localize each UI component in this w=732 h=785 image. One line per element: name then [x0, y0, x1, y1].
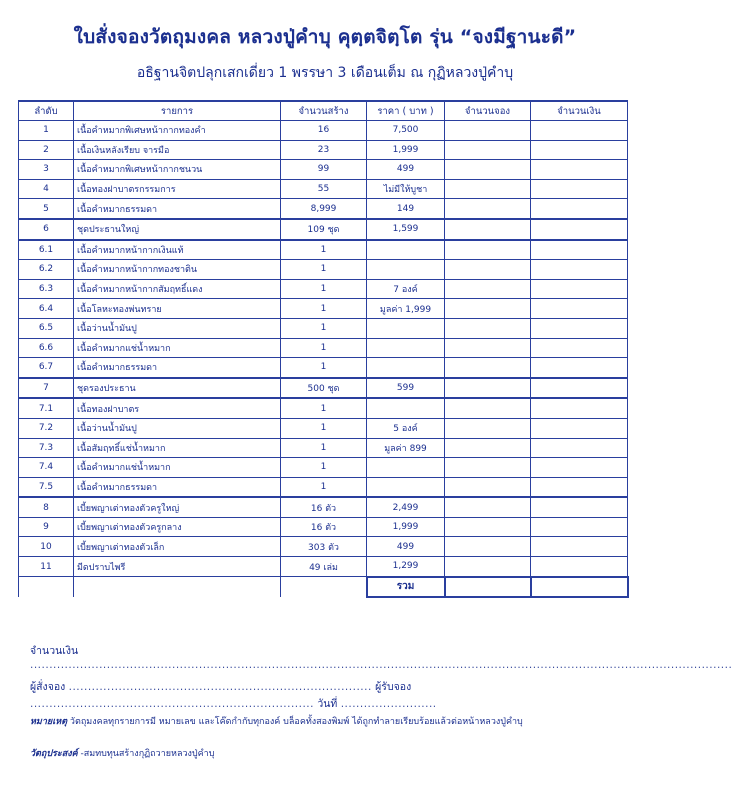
row-number: 6.1	[19, 240, 74, 260]
row-reserved-cell[interactable]	[445, 458, 531, 478]
row-number: 5	[19, 199, 74, 219]
row-reserved-cell[interactable]	[445, 179, 531, 199]
row-amount-cell[interactable]	[531, 358, 628, 378]
total-blank-item	[74, 577, 281, 598]
row-number: 3	[19, 160, 74, 180]
row-quantity: 1	[281, 318, 367, 338]
row-price	[367, 318, 445, 338]
table-row	[19, 557, 628, 577]
receiver-label: ผู้รับจอง	[375, 681, 412, 693]
table-row	[19, 338, 628, 358]
row-reserved-cell[interactable]	[445, 477, 531, 497]
row-quantity: 23	[281, 140, 367, 160]
amount-field[interactable]: .......................................................................................................................................................................................	[30, 659, 732, 671]
row-reserved-cell[interactable]	[445, 318, 531, 338]
remark-label: หมายเหตุ	[30, 717, 68, 727]
row-item: ชุดรองประธาน	[74, 378, 281, 399]
row-reserved-cell[interactable]	[445, 260, 531, 280]
row-price	[367, 338, 445, 358]
row-amount-cell[interactable]	[531, 398, 628, 418]
table-row	[19, 537, 628, 557]
row-item: มีดปราบไพรี	[74, 557, 281, 577]
row-item: เนื้อว่านน้ำมันปู	[74, 418, 281, 438]
row-item: เนื้อทองฝาบาตรกรรมการ	[74, 179, 281, 199]
row-quantity: 1	[281, 458, 367, 478]
row-quantity: 1	[281, 358, 367, 378]
table-row	[19, 517, 628, 537]
row-number: 7	[19, 378, 74, 399]
booker-field[interactable]: ...............................................................................	[68, 681, 372, 693]
row-price: 7 องค์	[367, 279, 445, 299]
col-header-item: รายการ	[74, 101, 281, 121]
row-number: 7.5	[19, 477, 74, 497]
row-price	[367, 398, 445, 418]
form-title: ใบสั่งจองวัตถุมงคล หลวงปู่คำบุ คุตฺตจิตฺโต รุ่น “จงมีฐานะดี”	[73, 26, 577, 48]
row-item: เนื้อคำหมากพิเศษหน้ากากชนวน	[74, 160, 281, 180]
table-row	[19, 219, 628, 240]
amount-line	[30, 642, 732, 671]
col-header-no: ลำดับ	[19, 101, 74, 121]
row-quantity: 1	[281, 477, 367, 497]
row-item: เนื้อคำหมากหน้ากากสัมฤทธิ์แดง	[74, 279, 281, 299]
row-number: 6.6	[19, 338, 74, 358]
row-number: 6.2	[19, 260, 74, 280]
row-quantity: 1	[281, 418, 367, 438]
row-quantity: 1	[281, 438, 367, 458]
row-reserved-cell[interactable]	[445, 121, 531, 141]
row-quantity: 1	[281, 240, 367, 260]
row-reserved-cell[interactable]	[445, 398, 531, 418]
purpose	[30, 746, 214, 760]
row-price: 5 องค์	[367, 418, 445, 438]
row-amount-cell[interactable]	[531, 517, 628, 537]
purpose-label: วัตถุประสงค์	[30, 749, 78, 759]
row-price	[367, 477, 445, 497]
row-price: 1,299	[367, 557, 445, 577]
row-number: 7.1	[19, 398, 74, 418]
total-blank-no	[19, 577, 74, 598]
table-row	[19, 458, 628, 478]
row-quantity: 49 เล่ม	[281, 557, 367, 577]
total-label: รวม	[367, 577, 445, 598]
row-number: 6	[19, 219, 74, 240]
table-row	[19, 438, 628, 458]
row-amount-cell[interactable]	[531, 240, 628, 260]
row-item: เบี้ยพญาเต่าทองตัวครูกลาง	[74, 517, 281, 537]
row-quantity: 16 ตัว	[281, 497, 367, 517]
row-price: มูลค่า 899	[367, 438, 445, 458]
amount-label: จำนวนเงิน	[30, 645, 79, 657]
row-number: 1	[19, 121, 74, 141]
table-row	[19, 398, 628, 418]
row-number: 2	[19, 140, 74, 160]
row-number: 6.4	[19, 299, 74, 319]
row-quantity: 1	[281, 260, 367, 280]
row-amount-cell[interactable]	[531, 279, 628, 299]
row-quantity: 500 ชุด	[281, 378, 367, 399]
row-amount-cell[interactable]	[531, 179, 628, 199]
row-reserved-cell[interactable]	[445, 418, 531, 438]
row-number: 6.7	[19, 358, 74, 378]
row-amount-cell[interactable]	[531, 199, 628, 219]
date-label: วันที่	[317, 698, 338, 710]
row-amount-cell[interactable]	[531, 299, 628, 319]
row-reserved-cell[interactable]	[445, 219, 531, 240]
row-reserved-cell[interactable]	[445, 140, 531, 160]
col-header-amount: จำนวนเงิน	[531, 101, 628, 121]
row-price	[367, 240, 445, 260]
row-number: 10	[19, 537, 74, 557]
row-price: 499	[367, 160, 445, 180]
table-row	[19, 179, 628, 199]
row-number: 7.4	[19, 458, 74, 478]
row-quantity: 1	[281, 338, 367, 358]
row-item: เนื้อคำหมากธรรมดา	[74, 358, 281, 378]
row-quantity: 55	[281, 179, 367, 199]
row-item: ชุดประธานใหญ่	[74, 219, 281, 240]
remark-text: วัตถุมงคลทุกรายการมี หมายเลข และโค๊ดกำกับทุกองค์ บล็อคทั้งสองพิมพ์ ได้ถูกทำลายเรียบร้อยแล้วต่อหน้าหลวงปู่คำบุ	[69, 717, 523, 727]
row-price: ไม่มีให้บูชา	[367, 179, 445, 199]
row-reserved-cell[interactable]	[445, 438, 531, 458]
order-table	[18, 100, 629, 598]
col-header-reserved: จำนวนจอง	[445, 101, 531, 121]
row-item: เนื้อคำหมากธรรมดา	[74, 199, 281, 219]
row-quantity: 99	[281, 160, 367, 180]
row-item: เนื้อคำหมากแช่น้ำหมาก	[74, 338, 281, 358]
col-header-qty: จำนวนสร้าง	[281, 101, 367, 121]
total-reserved-cell[interactable]	[445, 577, 531, 598]
row-price	[367, 358, 445, 378]
row-quantity: 8,999	[281, 199, 367, 219]
col-header-price: ราคา ( บาท )	[367, 101, 445, 121]
row-reserved-cell[interactable]	[445, 497, 531, 517]
row-quantity: 1	[281, 398, 367, 418]
row-item: เนื้อคำหมากธรรมดา	[74, 477, 281, 497]
row-price: 499	[367, 537, 445, 557]
table-row	[19, 497, 628, 517]
purpose-text: -สมทบทุนสร้างกุฏิถวายหลวงปู่คำบุ	[80, 749, 215, 759]
row-reserved-cell[interactable]	[445, 279, 531, 299]
row-amount-cell[interactable]	[531, 121, 628, 141]
row-item: เนื้อเงินหลังเรียบ จารมือ	[74, 140, 281, 160]
total-blank-qty	[281, 577, 367, 598]
row-item: เนื้อคำหมากหน้ากากเงินแท้	[74, 240, 281, 260]
row-number: 7.3	[19, 438, 74, 458]
receiver-field[interactable]: ..........................................................................	[30, 698, 314, 710]
row-amount-cell[interactable]	[531, 497, 628, 517]
row-reserved-cell[interactable]	[445, 517, 531, 537]
row-quantity: 16 ตัว	[281, 517, 367, 537]
row-price	[367, 260, 445, 280]
row-item: เนื้อคำหมากพิเศษหน้ากากทองคำ	[74, 121, 281, 141]
table-row	[19, 358, 628, 378]
row-price	[367, 458, 445, 478]
row-amount-cell[interactable]	[531, 557, 628, 577]
row-price: 149	[367, 199, 445, 219]
row-item: เนื้อโลหะทองพ่นทราย	[74, 299, 281, 319]
row-number: 6.5	[19, 318, 74, 338]
row-reserved-cell[interactable]	[445, 338, 531, 358]
row-item: เนื้อคำหมากหน้ากากทองชาติน	[74, 260, 281, 280]
row-item: เนื้อสัมฤทธิ์แช่น้ำหมาก	[74, 438, 281, 458]
date-field[interactable]: .........................	[340, 698, 437, 710]
table-row	[19, 140, 628, 160]
row-price: 2,499	[367, 497, 445, 517]
row-item: เนื้อทองฝาบาตร	[74, 398, 281, 418]
row-price: 1,999	[367, 140, 445, 160]
row-number: 11	[19, 557, 74, 577]
table-row	[19, 477, 628, 497]
row-item: เบี้ยพญาเต่าทองตัวครูใหญ่	[74, 497, 281, 517]
signature-line	[30, 678, 650, 712]
row-amount-cell[interactable]	[531, 318, 628, 338]
row-reserved-cell[interactable]	[445, 299, 531, 319]
row-quantity: 1	[281, 279, 367, 299]
table-row	[19, 199, 628, 219]
row-number: 7.2	[19, 418, 74, 438]
booker-label: ผู้สั่งจอง	[30, 681, 66, 693]
row-amount-cell[interactable]	[531, 338, 628, 358]
row-quantity: 303 ตัว	[281, 537, 367, 557]
row-amount-cell[interactable]	[531, 140, 628, 160]
form-subtitle: อธิฐานจิตปลุกเสกเดี่ยว 1 พรรษา 3 เดือนเต็ม ณ กุฏิหลวงปู่คำบุ	[136, 65, 514, 81]
row-amount-cell[interactable]	[531, 219, 628, 240]
row-amount-cell[interactable]	[531, 160, 628, 180]
row-quantity: 16	[281, 121, 367, 141]
row-reserved-cell[interactable]	[445, 240, 531, 260]
table-header-row	[19, 101, 628, 121]
row-amount-cell[interactable]	[531, 438, 628, 458]
table-row	[19, 121, 628, 141]
row-price: 7,500	[367, 121, 445, 141]
row-quantity: 1	[281, 299, 367, 319]
row-amount-cell[interactable]	[531, 260, 628, 280]
row-reserved-cell[interactable]	[445, 358, 531, 378]
table-row	[19, 240, 628, 260]
row-reserved-cell[interactable]	[445, 199, 531, 219]
row-price: 599	[367, 378, 445, 399]
row-number: 6.3	[19, 279, 74, 299]
table-row	[19, 418, 628, 438]
row-amount-cell[interactable]	[531, 458, 628, 478]
table-row	[19, 299, 628, 319]
row-reserved-cell[interactable]	[445, 557, 531, 577]
row-item: เนื้อว่านน้ำมันปู	[74, 318, 281, 338]
total-row	[19, 577, 628, 598]
table-row	[19, 279, 628, 299]
row-quantity: 109 ชุด	[281, 219, 367, 240]
row-number: 9	[19, 517, 74, 537]
table-row	[19, 260, 628, 280]
row-amount-cell[interactable]	[531, 537, 628, 557]
row-reserved-cell[interactable]	[445, 160, 531, 180]
row-reserved-cell[interactable]	[445, 537, 531, 557]
row-number: 4	[19, 179, 74, 199]
row-reserved-cell[interactable]	[445, 378, 531, 399]
table-row	[19, 378, 628, 399]
row-amount-cell[interactable]	[531, 418, 628, 438]
table-row	[19, 160, 628, 180]
row-item: เนื้อคำหมากแช่น้ำหมาก	[74, 458, 281, 478]
row-price: มูลค่า 1,999	[367, 299, 445, 319]
row-price: 1,999	[367, 517, 445, 537]
row-amount-cell[interactable]	[531, 477, 628, 497]
row-item: เบี้ยพญาเต่าทองตัวเล็ก	[74, 537, 281, 557]
row-amount-cell[interactable]	[531, 378, 628, 399]
total-amount-cell[interactable]	[531, 577, 628, 598]
row-price: 1,599	[367, 219, 445, 240]
table-row	[19, 318, 628, 338]
remark	[30, 714, 523, 728]
row-number: 8	[19, 497, 74, 517]
